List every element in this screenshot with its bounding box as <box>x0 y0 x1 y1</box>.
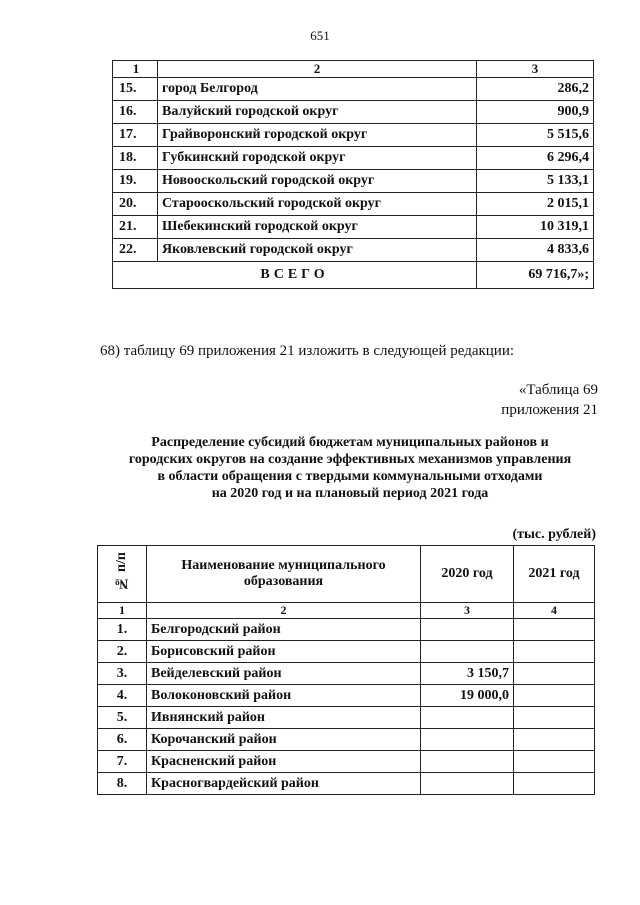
row-number: 1. <box>98 619 147 641</box>
municipality-name: Вейделевский район <box>147 663 421 685</box>
amount: 4 833,6 <box>477 239 594 262</box>
amount-2020: 3 150,7 <box>421 663 514 685</box>
amount-2020 <box>421 773 514 795</box>
title-line-2: городских округов на создание эффективных механизмов управления <box>128 452 572 467</box>
column-number-row <box>98 603 595 619</box>
table-header-row <box>113 61 594 78</box>
subsidy-distribution-table <box>97 545 595 795</box>
col-number-3: 3 <box>421 603 514 619</box>
municipality-name: Красногвардейский район <box>147 773 421 795</box>
table-row <box>113 124 594 147</box>
table-row <box>113 101 594 124</box>
header-number-text: № п/п <box>114 552 129 591</box>
col-number-2: 2 <box>158 61 477 78</box>
table-row <box>113 78 594 101</box>
municipality-name: Белгородский район <box>147 619 421 641</box>
table-row <box>113 239 594 262</box>
amount-2021 <box>514 663 595 685</box>
amount-2020 <box>421 619 514 641</box>
table-reference-line-1: «Таблица 69 <box>518 382 598 398</box>
amount: 900,9 <box>477 101 594 124</box>
table-reference-line-2: приложения 21 <box>501 402 598 418</box>
page-number: 651 <box>310 28 330 43</box>
col-number-4: 4 <box>514 603 595 619</box>
total-amount: 69 716,7»; <box>477 262 594 289</box>
amount: 5 133,1 <box>477 170 594 193</box>
table-row <box>98 685 595 707</box>
col-number-3: 3 <box>477 61 594 78</box>
amount: 10 319,1 <box>477 216 594 239</box>
title-line-4: на 2020 год и на плановый период 2021 года <box>211 486 489 501</box>
amount-2021 <box>514 729 595 751</box>
row-number: 4. <box>98 685 147 707</box>
row-number: 5. <box>98 707 147 729</box>
table-row <box>98 773 595 795</box>
row-number: 19. <box>113 170 158 193</box>
municipality-name: Борисовский район <box>147 641 421 663</box>
col-number-1: 1 <box>98 603 147 619</box>
amount-2020: 19 000,0 <box>421 685 514 707</box>
municipality-name: Новооскольский городской округ <box>158 170 477 193</box>
table-row <box>113 170 594 193</box>
amount: 286,2 <box>477 78 594 101</box>
header-2021: 2021 год <box>514 546 595 603</box>
amount-2020 <box>421 641 514 663</box>
amount-2021 <box>514 773 595 795</box>
units-label: (тыс. рублей) <box>512 527 596 542</box>
amount-2021 <box>514 751 595 773</box>
municipality-name: Старооскольский городской округ <box>158 193 477 216</box>
header-number <box>98 546 147 603</box>
municipality-name: Красненский район <box>147 751 421 773</box>
municipality-name: город Белгород <box>158 78 477 101</box>
title-line-3: в области обращения с твердыми коммунальными отходами <box>157 469 543 484</box>
col-number-2: 2 <box>147 603 421 619</box>
amount: 5 515,6 <box>477 124 594 147</box>
total-label: ВСЕГО <box>113 262 477 289</box>
row-number: 8. <box>98 773 147 795</box>
amount-2021 <box>514 619 595 641</box>
row-number: 20. <box>113 193 158 216</box>
row-number: 21. <box>113 216 158 239</box>
row-number: 16. <box>113 101 158 124</box>
table-row <box>113 193 594 216</box>
municipality-name: Волоконовский район <box>147 685 421 707</box>
table-row <box>98 751 595 773</box>
amount-2020 <box>421 751 514 773</box>
municipality-name: Шебекинский городской округ <box>158 216 477 239</box>
amendment-paragraph: 68) таблицу 69 приложения 21 изложить в следующей редакции: <box>100 343 515 359</box>
row-number: 15. <box>113 78 158 101</box>
municipality-name: Грайворонский городской округ <box>158 124 477 147</box>
subsidy-table-continued <box>112 60 594 289</box>
amount-2021 <box>514 707 595 729</box>
table-row <box>98 707 595 729</box>
row-number: 22. <box>113 239 158 262</box>
title-line-1: Распределение субсидий бюджетам муниципальных районов и <box>151 435 549 450</box>
header-name: Наименование муниципального образования <box>147 546 421 603</box>
total-row <box>113 262 594 289</box>
row-number: 6. <box>98 729 147 751</box>
table-header-row <box>98 546 595 603</box>
table-row <box>98 619 595 641</box>
table-row <box>98 729 595 751</box>
row-number: 7. <box>98 751 147 773</box>
amount-2021 <box>514 685 595 707</box>
amount-2020 <box>421 707 514 729</box>
row-number: 17. <box>113 124 158 147</box>
amount: 6 296,4 <box>477 147 594 170</box>
municipality-name: Ивнянский район <box>147 707 421 729</box>
table-row <box>98 641 595 663</box>
table-row <box>113 216 594 239</box>
municipality-name: Валуйский городской округ <box>158 101 477 124</box>
row-number: 3. <box>98 663 147 685</box>
row-number: 2. <box>98 641 147 663</box>
amount-2021 <box>514 641 595 663</box>
col-number-1: 1 <box>113 61 158 78</box>
municipality-name: Губкинский городской округ <box>158 147 477 170</box>
table-row <box>113 147 594 170</box>
amount-2020 <box>421 729 514 751</box>
amount: 2 015,1 <box>477 193 594 216</box>
municipality-name: Яковлевский городской округ <box>158 239 477 262</box>
table-row <box>98 663 595 685</box>
header-2020: 2020 год <box>421 546 514 603</box>
row-number: 18. <box>113 147 158 170</box>
municipality-name: Корочанский район <box>147 729 421 751</box>
table-title <box>90 434 610 502</box>
